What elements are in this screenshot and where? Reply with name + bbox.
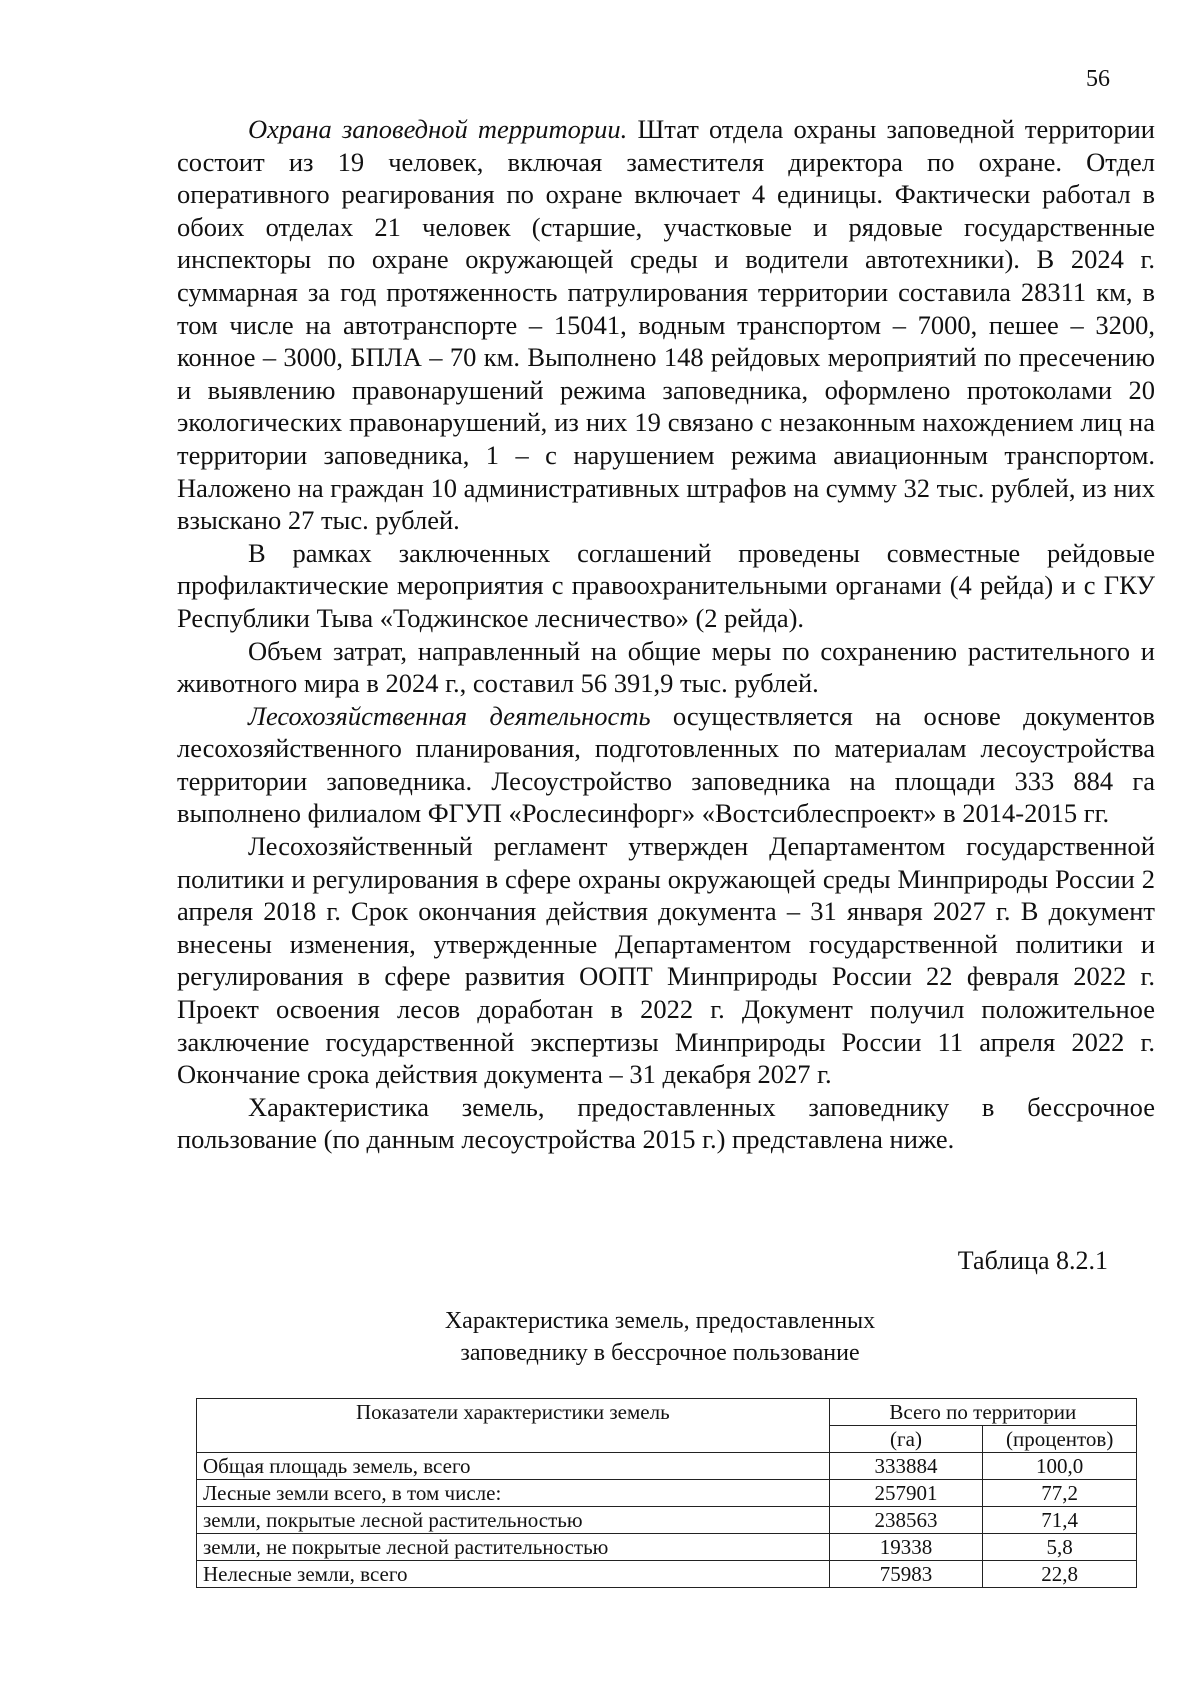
paragraph-lead: Охрана заповедной территории. bbox=[248, 114, 628, 144]
paragraph-lead: Лесохозяйственная деятельность bbox=[248, 700, 651, 731]
row-hectares: 238563 bbox=[829, 1507, 983, 1534]
paragraph bbox=[177, 1091, 1155, 1156]
row-label: Лесные земли всего, в том числе: bbox=[197, 1480, 830, 1507]
land-characteristics-table bbox=[196, 1398, 1137, 1588]
paragraph-text: Лесохозяйственный регламент утвержден Департаментом государственной политики и регулирования в сфере охраны окружающей среды Минприроды России 2 апреля 2018 г. Срок окончания действия документа – 31 января 2027 г. В документ внесены изменения, утвержденные Департаментом государственной политики и регулирования в сфере развития ООПТ Минприроды России 22 февраля 2022 г. Проект освоения лесов доработан в 2022 г. Документ получил положительное заключение государственной экспертизы Минприроды России 11 апреля 2022 г. Окончание срока действия документа – 31 декабря 2027 г. bbox=[177, 831, 1155, 1090]
row-percent: 100,0 bbox=[983, 1453, 1137, 1480]
row-percent: 5,8 bbox=[983, 1534, 1137, 1561]
row-percent: 71,4 bbox=[983, 1507, 1137, 1534]
paragraph-text: Штат отдела охраны заповедной территории состоит из 19 человек, включая заместителя директора по охране. Отдел оперативного реагирования по охране включает 4 единицы. Фактически работал в обоих отделах 21 человек (старшие, участковые и рядовые государственные инспекторы по охране окружающей среды и водители автотехники). В 2024 г. суммарная за год протяженность патрулирования территории составила 28311 км, в том числе на автотранспорте – 15041, водным транспортом – 7000, пешее – 3200, конное – 3000, БПЛА – 70 км. Выполнено 148 рейдовых мероприятий по пресечению и выявлению правонарушений режима заповедника, оформлено протоколами 20 экологических правонарушений, из них 19 связано с незаконным нахождением лиц на территории заповедника, 1 – с нарушением режима авиационным транспортом. Наложено на граждан 10 административных штрафов на сумму 32 тыс. рублей, из них взыскано 27 тыс. рублей. bbox=[177, 114, 1155, 536]
page-number: 56 bbox=[1086, 66, 1110, 92]
paragraph bbox=[177, 830, 1155, 1091]
table-row bbox=[197, 1453, 1137, 1480]
body-text bbox=[177, 113, 1155, 1156]
table-number: Таблица 8.2.1 bbox=[957, 1246, 1108, 1275]
paragraph-text: осуществляется на основе документов лесохозяйственного планирования, подготовленных по материалам лесоустройства территории заповедника. Лесоустройство заповедника на площади 333 884 га выполнено филиалом ФГУП «Рослесинфорг» «Востсиблеспроект» в 2014-2015 гг. bbox=[177, 700, 1155, 829]
row-percent: 77,2 bbox=[983, 1480, 1137, 1507]
paragraph bbox=[177, 537, 1155, 635]
column-header-hectares: (га) bbox=[829, 1426, 983, 1453]
paragraph bbox=[177, 635, 1155, 700]
row-hectares: 333884 bbox=[829, 1453, 983, 1480]
table-row bbox=[197, 1507, 1137, 1534]
row-hectares: 19338 bbox=[829, 1534, 983, 1561]
table-caption bbox=[380, 1305, 940, 1369]
row-label: земли, покрытые лесной растительностью bbox=[197, 1507, 830, 1534]
table-row bbox=[197, 1534, 1137, 1561]
column-header-percent: (процентов) bbox=[983, 1426, 1137, 1453]
table-caption-line: заповеднику в бессрочное пользование bbox=[460, 1340, 860, 1366]
column-header-total: Всего по территории bbox=[829, 1399, 1136, 1426]
row-label: Нелесные земли, всего bbox=[197, 1561, 830, 1588]
row-hectares: 75983 bbox=[829, 1561, 983, 1588]
column-header-parameters: Показатели характеристики земель bbox=[197, 1399, 830, 1453]
paragraph-text: В рамках заключенных соглашений проведены совместные рейдовые профилактические мероприятия с правоохранительными органами (4 рейда) и с ГКУ Республики Тыва «Тоджинское лесничество» (2 рейда). bbox=[177, 537, 1155, 633]
paragraph bbox=[177, 700, 1155, 830]
paragraph bbox=[177, 113, 1155, 537]
paragraph-text: Объем затрат, направленный на общие меры по сохранению растительного и животного мира в 2024 г., составил 56 391,9 тыс. рублей. bbox=[177, 635, 1155, 699]
paragraph-text: Характеристика земель, предоставленных заповеднику в бессрочное пользование (по данным лесоустройства 2015 г.) представлена ниже. bbox=[177, 1091, 1155, 1155]
table-row bbox=[197, 1480, 1137, 1507]
table-caption-line: Характеристика земель, предоставленных bbox=[444, 1308, 876, 1334]
row-label: Общая площадь земель, всего bbox=[197, 1453, 830, 1480]
row-percent: 22,8 bbox=[983, 1561, 1137, 1588]
row-hectares: 257901 bbox=[829, 1480, 983, 1507]
table-row bbox=[197, 1561, 1137, 1588]
row-label: земли, не покрытые лесной растительностью bbox=[197, 1534, 830, 1561]
